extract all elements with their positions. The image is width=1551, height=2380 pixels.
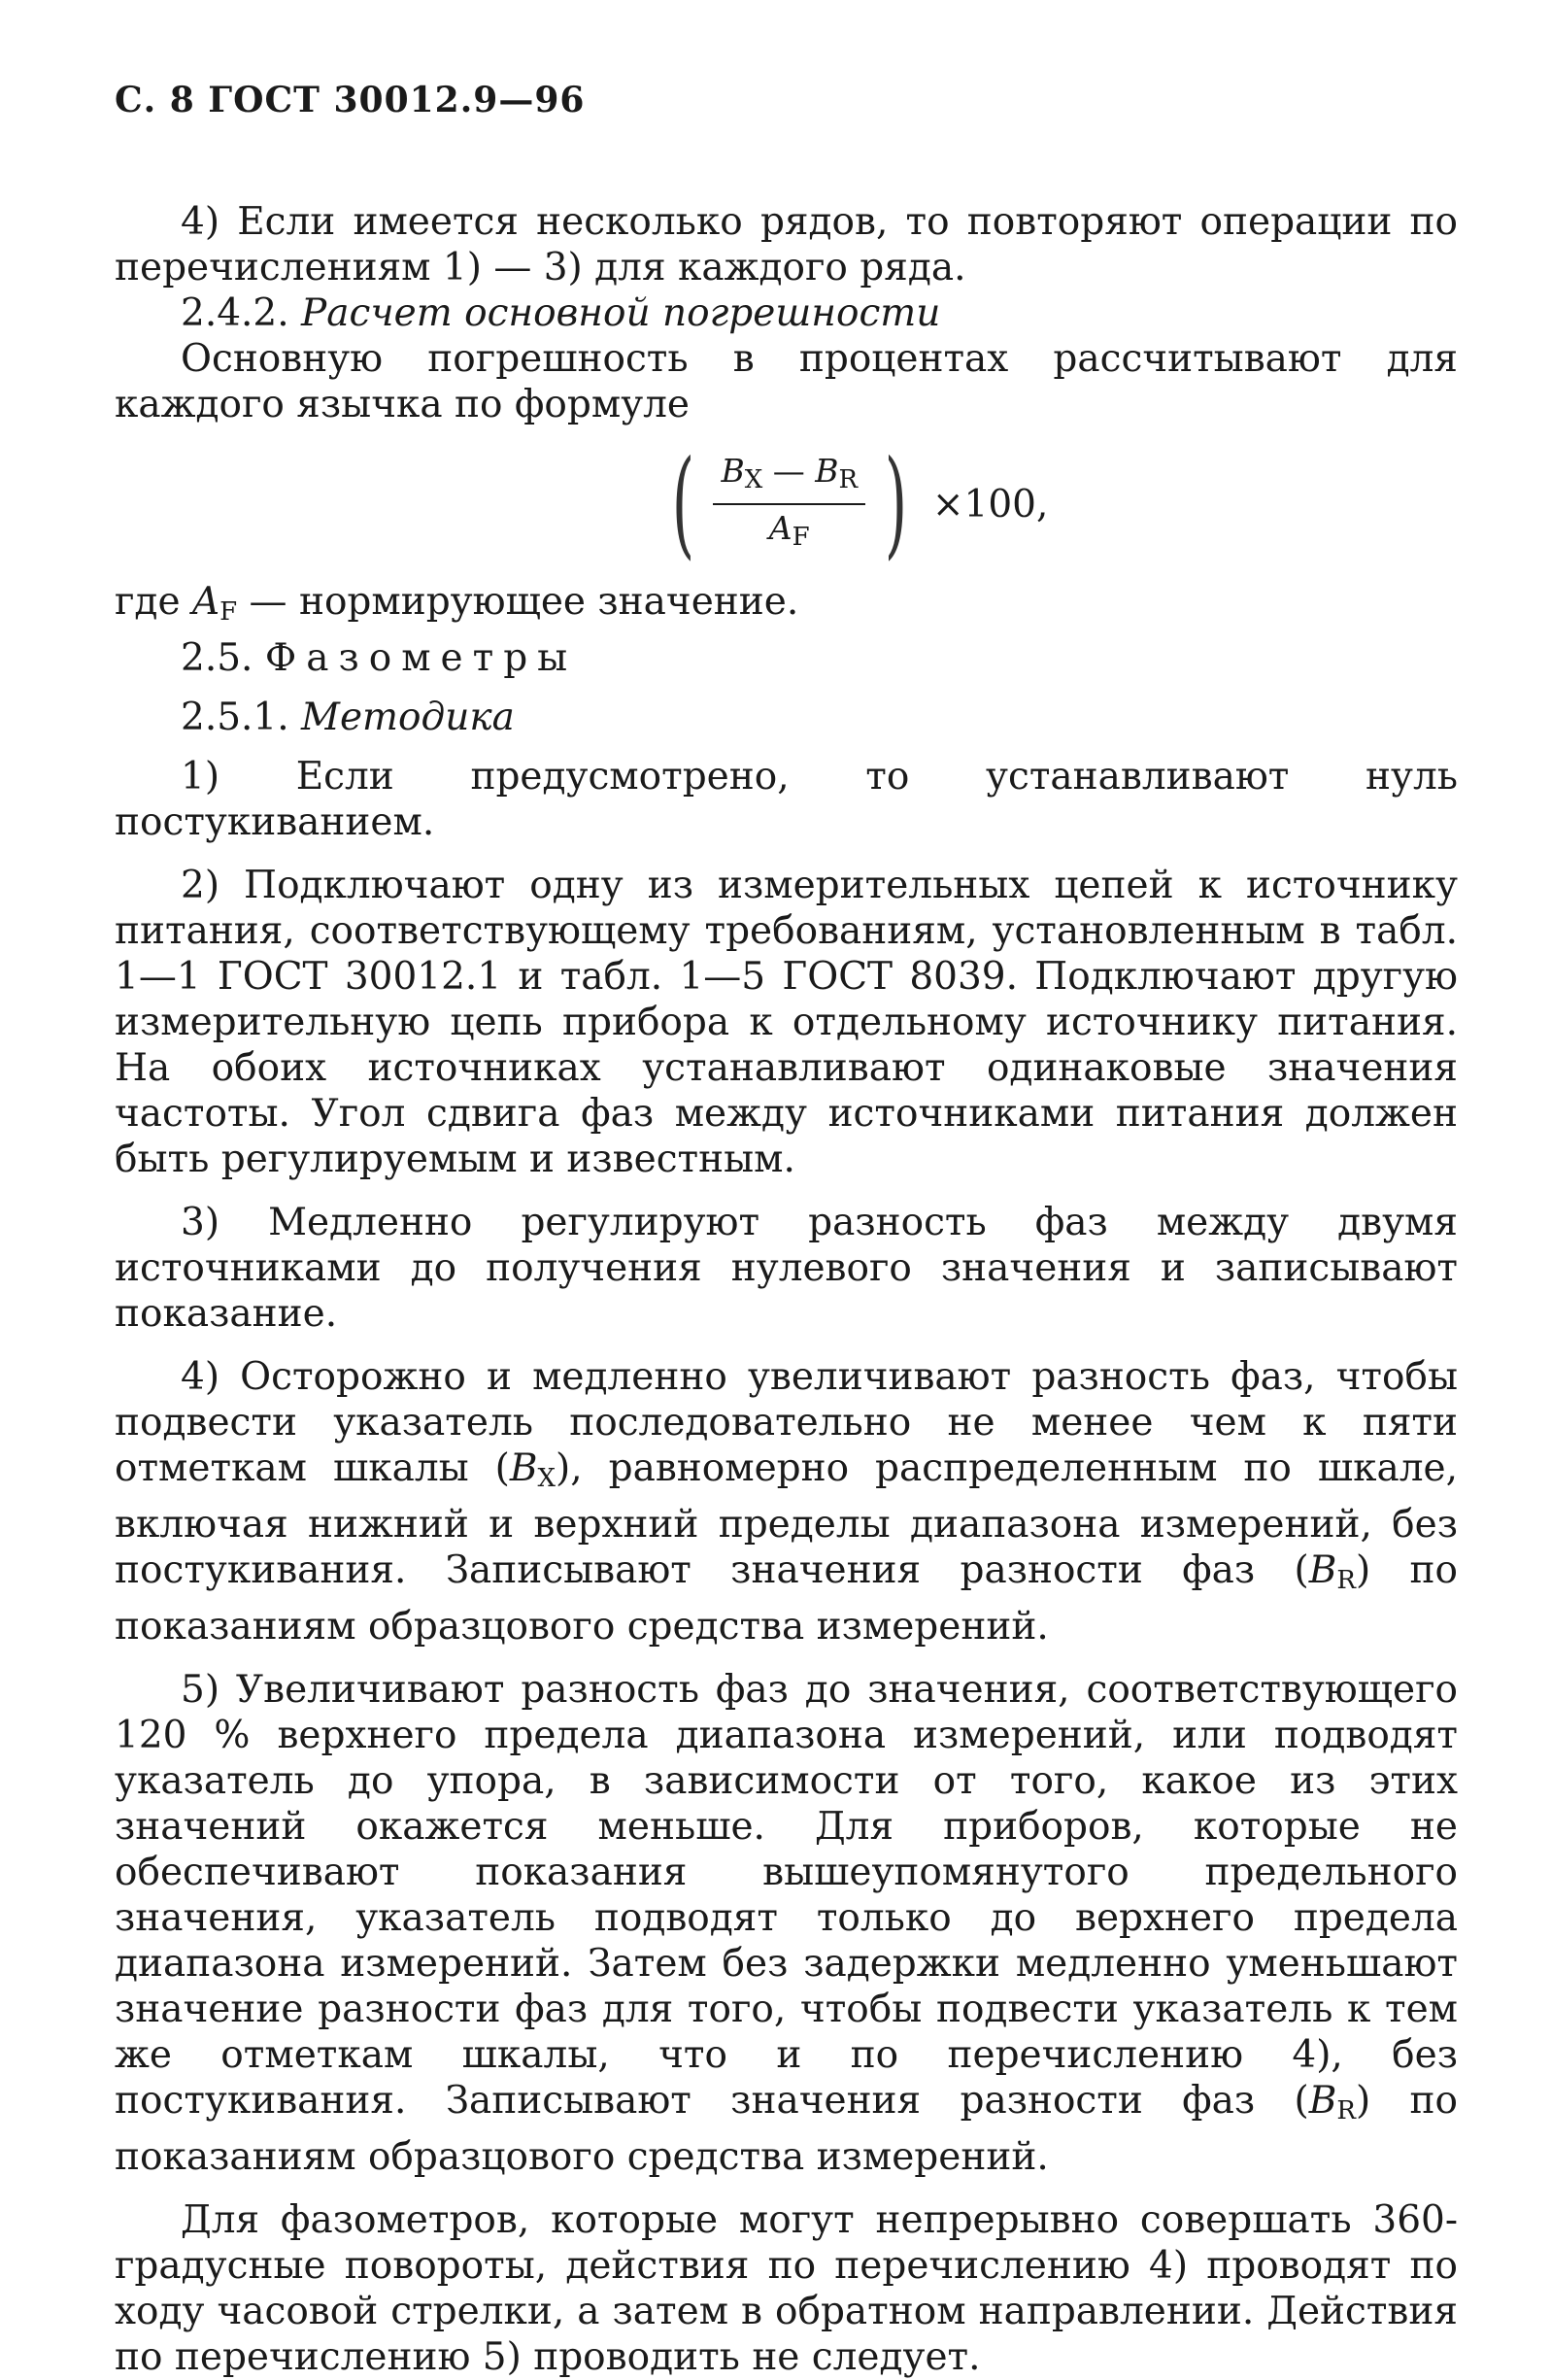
formula-definition: где $A_F$ — нормирующее значение. xyxy=(115,580,799,627)
paragraph-error-calculation: Основную погрешность в процентах рассчитывают для каждого язычка по формуле xyxy=(115,337,1458,426)
list-item-1: 1) Если предусмотрено, то устанавливают нуль постукиванием. xyxy=(115,755,1458,844)
list-item-5: 5) Увеличивают разность фаз до значения, соответствующего 120 % верхнего предела диапазона измерений, или подводят указатель до упора, в зависимости от того, какое из этих значений окажется меньше. Для приборов, которые не обеспечивают показания вышеупомянутого предельного значения, указатель подводят только до верхнего предела диапазона измерений. Затем без задержки медленно уменьшают значение разности фаз для того, чтобы подвести указатель к тем же отметкам шкалы, что и по перечислению 4), без постукивания. Записывают значения разности фаз $(B_R)$ по показаниям образцового средства измерений. xyxy=(115,1668,1459,2179)
error-formula xyxy=(251,436,1458,571)
formula-fraction xyxy=(705,452,873,557)
section-number: 2.5. xyxy=(181,636,253,680)
section-number: 2.5.1. xyxy=(181,696,289,739)
list-item-2: 2) Подключают одну из измерительных цепей к источнику питания, соответствующему требованиям, установленным в табл. 1—1 ГОСТ 30012.1 и табл. 1—5 ГОСТ 8039. Подключают другую измерительную цепь прибора к отдельному источнику питания. На обоих источниках устанавливают одинаковые значения частоты. Угол сдвига фаз между источниками питания должен быть регулируемым и известным. xyxy=(115,864,1458,1181)
list-item-4: 4) Осторожно и медленно увеличивают разность фаз, чтобы подвести указатель последовательно не менее чем к пяти отметкам шкалы $(B_X)$, равномерно распределенным по шкале, включая нижний и верхний пределы диапазона измерений, без постукивания. Записывают значения разности фаз $(B_R)$ по показаниям образцового средства измерений. xyxy=(115,1355,1459,1649)
page-header: С. 8 ГОСТ 30012.9—96 xyxy=(115,80,586,120)
section-title: Методика xyxy=(301,696,515,739)
paragraph-360-phase-meters: Для фазометров, которые могут непрерывно совершать 360-градусные повороты, действия по перечислению 4) проводят по ходу часовой стрелки, а затем в обратном направлении. Действия по перечислению 5) проводить не следует. xyxy=(115,2198,1458,2379)
formula-numerator: $B_X$ — $B_R$ xyxy=(721,452,859,494)
section-2-4-2-heading xyxy=(115,290,1458,336)
paragraph-repeat-rows: 4) Если имеется несколько рядов, то повторяют операции по перечислениям 1) — 3) для каждого ряда. xyxy=(115,200,1458,289)
formula-denominator: $A_F$ xyxy=(768,509,810,552)
left-parenthesis: ( xyxy=(671,436,694,571)
formula-multiplier: ×100, xyxy=(931,482,1049,527)
section-title: Расчет основной погрешности xyxy=(301,291,941,335)
right-parenthesis: ) xyxy=(884,436,908,571)
list-item-3: 3) Медленно регулируют разность фаз между двумя источниками до получения нулевого значения и записывают показание. xyxy=(115,1201,1458,1336)
section-title: Фазометры xyxy=(264,636,578,680)
section-2-5-heading xyxy=(115,635,1458,681)
section-2-5-1-heading xyxy=(115,695,1458,740)
section-number: 2.4.2. xyxy=(181,291,289,335)
